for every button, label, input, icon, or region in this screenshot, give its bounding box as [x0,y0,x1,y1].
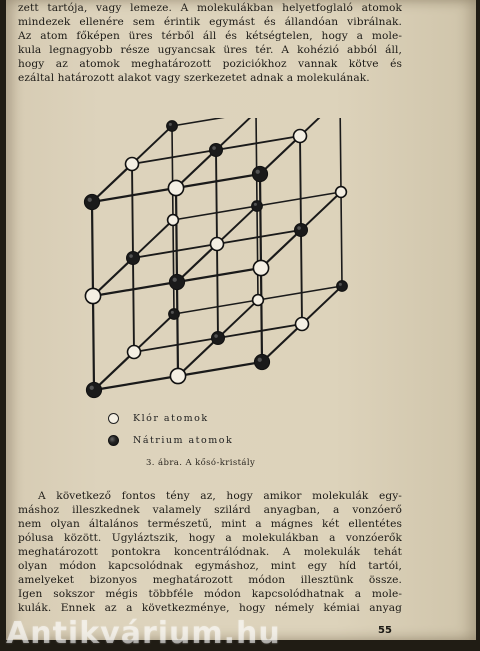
sodium-atom [167,121,178,132]
top-paragraph [18,1,402,85]
figure-caption: 3. ábra. A kősó-kristály [146,458,256,468]
text-line: nem olyan általános természetű, mint a mágnes két ellentétes [18,518,402,530]
chlorine-atom [336,187,347,198]
chlorine-atom [170,368,185,383]
salt-crystal-figure [74,118,354,428]
legend-sodium-label: Nátrium atomok [133,434,234,446]
text-line: Az atom főképen üres térből áll és kétségtelen, hogy a mole- [18,30,402,42]
bond-line [132,164,133,258]
text-line: pólusa között. Ugyláztszik, hogy a molekulákban a vonzóerők [18,532,402,544]
legend-chlorine [108,410,209,426]
bond-line [133,258,134,352]
sodium-atom [337,281,348,292]
text-line: zett tartója, vagy lemeze. A molekulákban helyetfoglaló atomok [18,2,402,14]
bond-line [172,126,173,220]
chlorine-atom [85,288,100,303]
legend-chlorine-label: Klór atomok [133,412,209,424]
text-line: Igen sokszor mégis többféle módon kapcsolódhatnak a mole- [18,588,402,600]
crystal-lattice-diagram [74,118,354,428]
atom-highlight [254,203,257,206]
figure-legend [108,410,308,450]
atom-highlight [171,311,174,314]
sodium-atom [84,194,99,209]
text-line: mindezek ellenére sem érintik egymást és állandóan vibrálnak. [18,16,402,28]
bond-line [173,220,174,314]
sodium-atom [212,332,225,345]
atom-highlight [88,198,92,202]
legend-sodium [108,432,233,448]
text-line: máshoz illeszkednek valamely szilárd anyagban, a vonzóerő [18,504,402,516]
chlorine-atom [253,295,264,306]
atom-highlight [258,358,262,362]
sodium-atom [254,354,269,369]
text-line: meghatározott pontokra koncentrálódnak. A molekulák tehát [18,546,402,558]
bond-line [93,296,94,390]
black-circle-icon [108,435,119,446]
bond-line [177,282,178,376]
bond-line [260,174,261,268]
bond-line [256,118,257,206]
atom-highlight [297,226,301,230]
chlorine-atom [168,215,179,226]
sodium-atom [252,201,263,212]
atom-highlight [339,283,342,286]
sodium-atom [252,166,267,181]
atom-highlight [212,146,216,150]
atom-highlight [256,170,260,174]
atom-highlight [214,334,218,338]
text-line: kula legnagyobb része ugyancsak üres tér. A kohézió abból áll, [18,44,402,56]
atom-highlight [173,278,177,282]
chlorine-atom [126,158,139,171]
bond-line [257,206,258,300]
bond-line [216,150,217,244]
atom-highlight [129,254,133,258]
bond-line [176,188,177,282]
book-page [6,0,476,640]
chlorine-atom [253,260,268,275]
text-line: hogy az atomok meghatározott poziciókhoz vannak kötve és [18,58,402,70]
atom-highlight [90,386,94,390]
chlorine-atom [211,238,224,251]
sodium-atom [127,252,140,265]
text-line: A következő fontos tény az, hogy amikor molekulák egy- [38,490,402,502]
bond-line [261,268,262,362]
text-line: amelyeket bizonyos meghatározott módon illesztünk össze. [18,574,402,586]
bond-line [301,230,302,324]
chlorine-atom [296,318,309,331]
text-line: olyan módon kapcsolódnak egymáshoz, mint egy híd tartói, [18,560,402,572]
sodium-atom [295,224,308,237]
bond-line [217,244,218,338]
sodium-atom [210,144,223,157]
sodium-atom [86,382,101,397]
text-line: kulák. Ennek az a következménye, hogy némely kémiai anyag [18,602,402,614]
chlorine-atom [294,130,307,143]
white-circle-icon [108,413,119,424]
bond-line [300,136,301,230]
bond-line [340,118,341,192]
watermark: Antikvárium.hu [6,616,281,651]
page-number: 55 [378,625,392,636]
chlorine-atom [128,346,141,359]
chlorine-atom [168,180,183,195]
bottom-paragraph [18,489,402,615]
sodium-atom [169,274,184,289]
atom-highlight [169,123,172,126]
bond-line [341,192,342,286]
sodium-atom [169,309,180,320]
text-line: ezáltal határozott alakot vagy szerkezetet adnak a molekulának. [18,72,370,84]
bond-line [92,202,93,296]
